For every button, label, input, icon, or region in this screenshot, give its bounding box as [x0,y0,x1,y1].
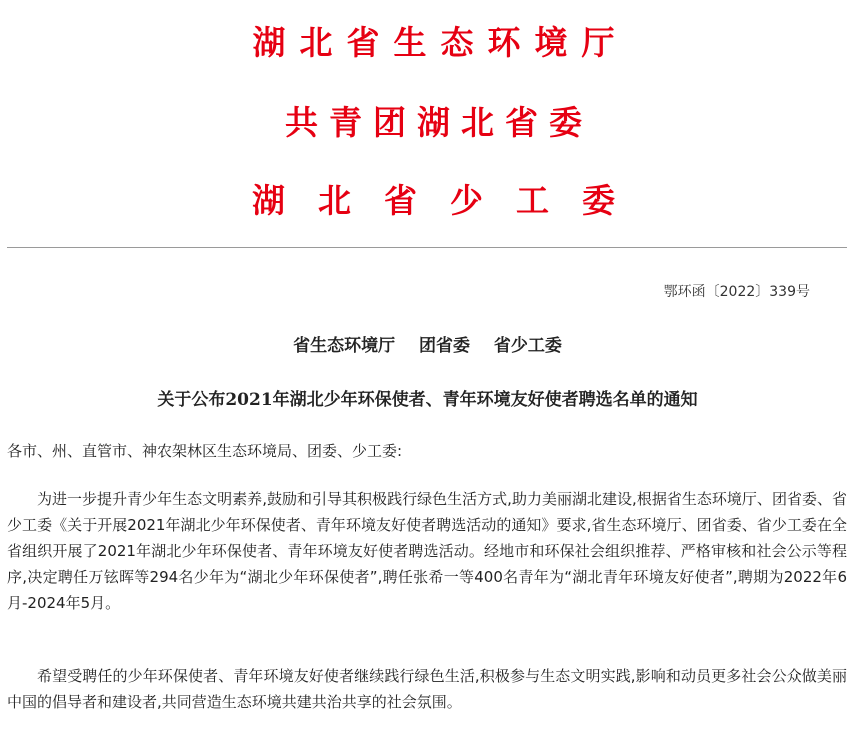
body-paragraph: 为进一步提升青少年生态文明素养,鼓励和引导其积极践行绿色生活方式,助力美丽湖北建设,根据省生态环境厅、团省委、省少工委《关于开展2021年湖北少年环保使者、青年环境友好使者聘选活动的通知》要求,省生态环境厅、团省委、省少工委在全省组织开展了2021年湖北少年环保使者、青年环境友好使者聘选活动。经地市和环保社会组织推荐、严格审核和社会公示等程序,决定聘任万铉晖等294名少年为“湖北少年环保使者”,聘任张希一等400名青年为“湖北青年环境友好使者”,聘期为2022年6月-2024年5月。 [7,490,847,612]
document-title: 关于公布2021年湖北少年环保使者、青年环境友好使者聘选名单的通知 [157,390,698,410]
sender-youth-league: 团省委 [419,336,470,356]
issuer-name-environment-department: 湖北省生态环境厅 [252,23,629,62]
issuer-name-youth-league: 共青团湖北省委 [285,103,593,142]
header-divider [7,247,847,248]
sender-young-pioneers: 省少工委 [493,336,562,356]
sender-environment-department: 省生态环境厅 [293,336,396,356]
body-paragraph: 希望受聘任的少年环保使者、青年环境友好使者继续践行绿色生活,积极参与生态文明实践,影响和动员更多社会公众做美丽中国的倡导者和建设者,共同营造生态环境共建共治共享的社会氛围。 [7,667,847,711]
sender-line [0,335,855,357]
issuer-name-young-pioneers: 湖北省少工委 [252,181,648,220]
salutation: 各市、州、直管市、神农架林区生态环境局、团委、少工委: [7,442,403,460]
document-number: 鄂环函〔2022〕339号 [663,284,810,300]
